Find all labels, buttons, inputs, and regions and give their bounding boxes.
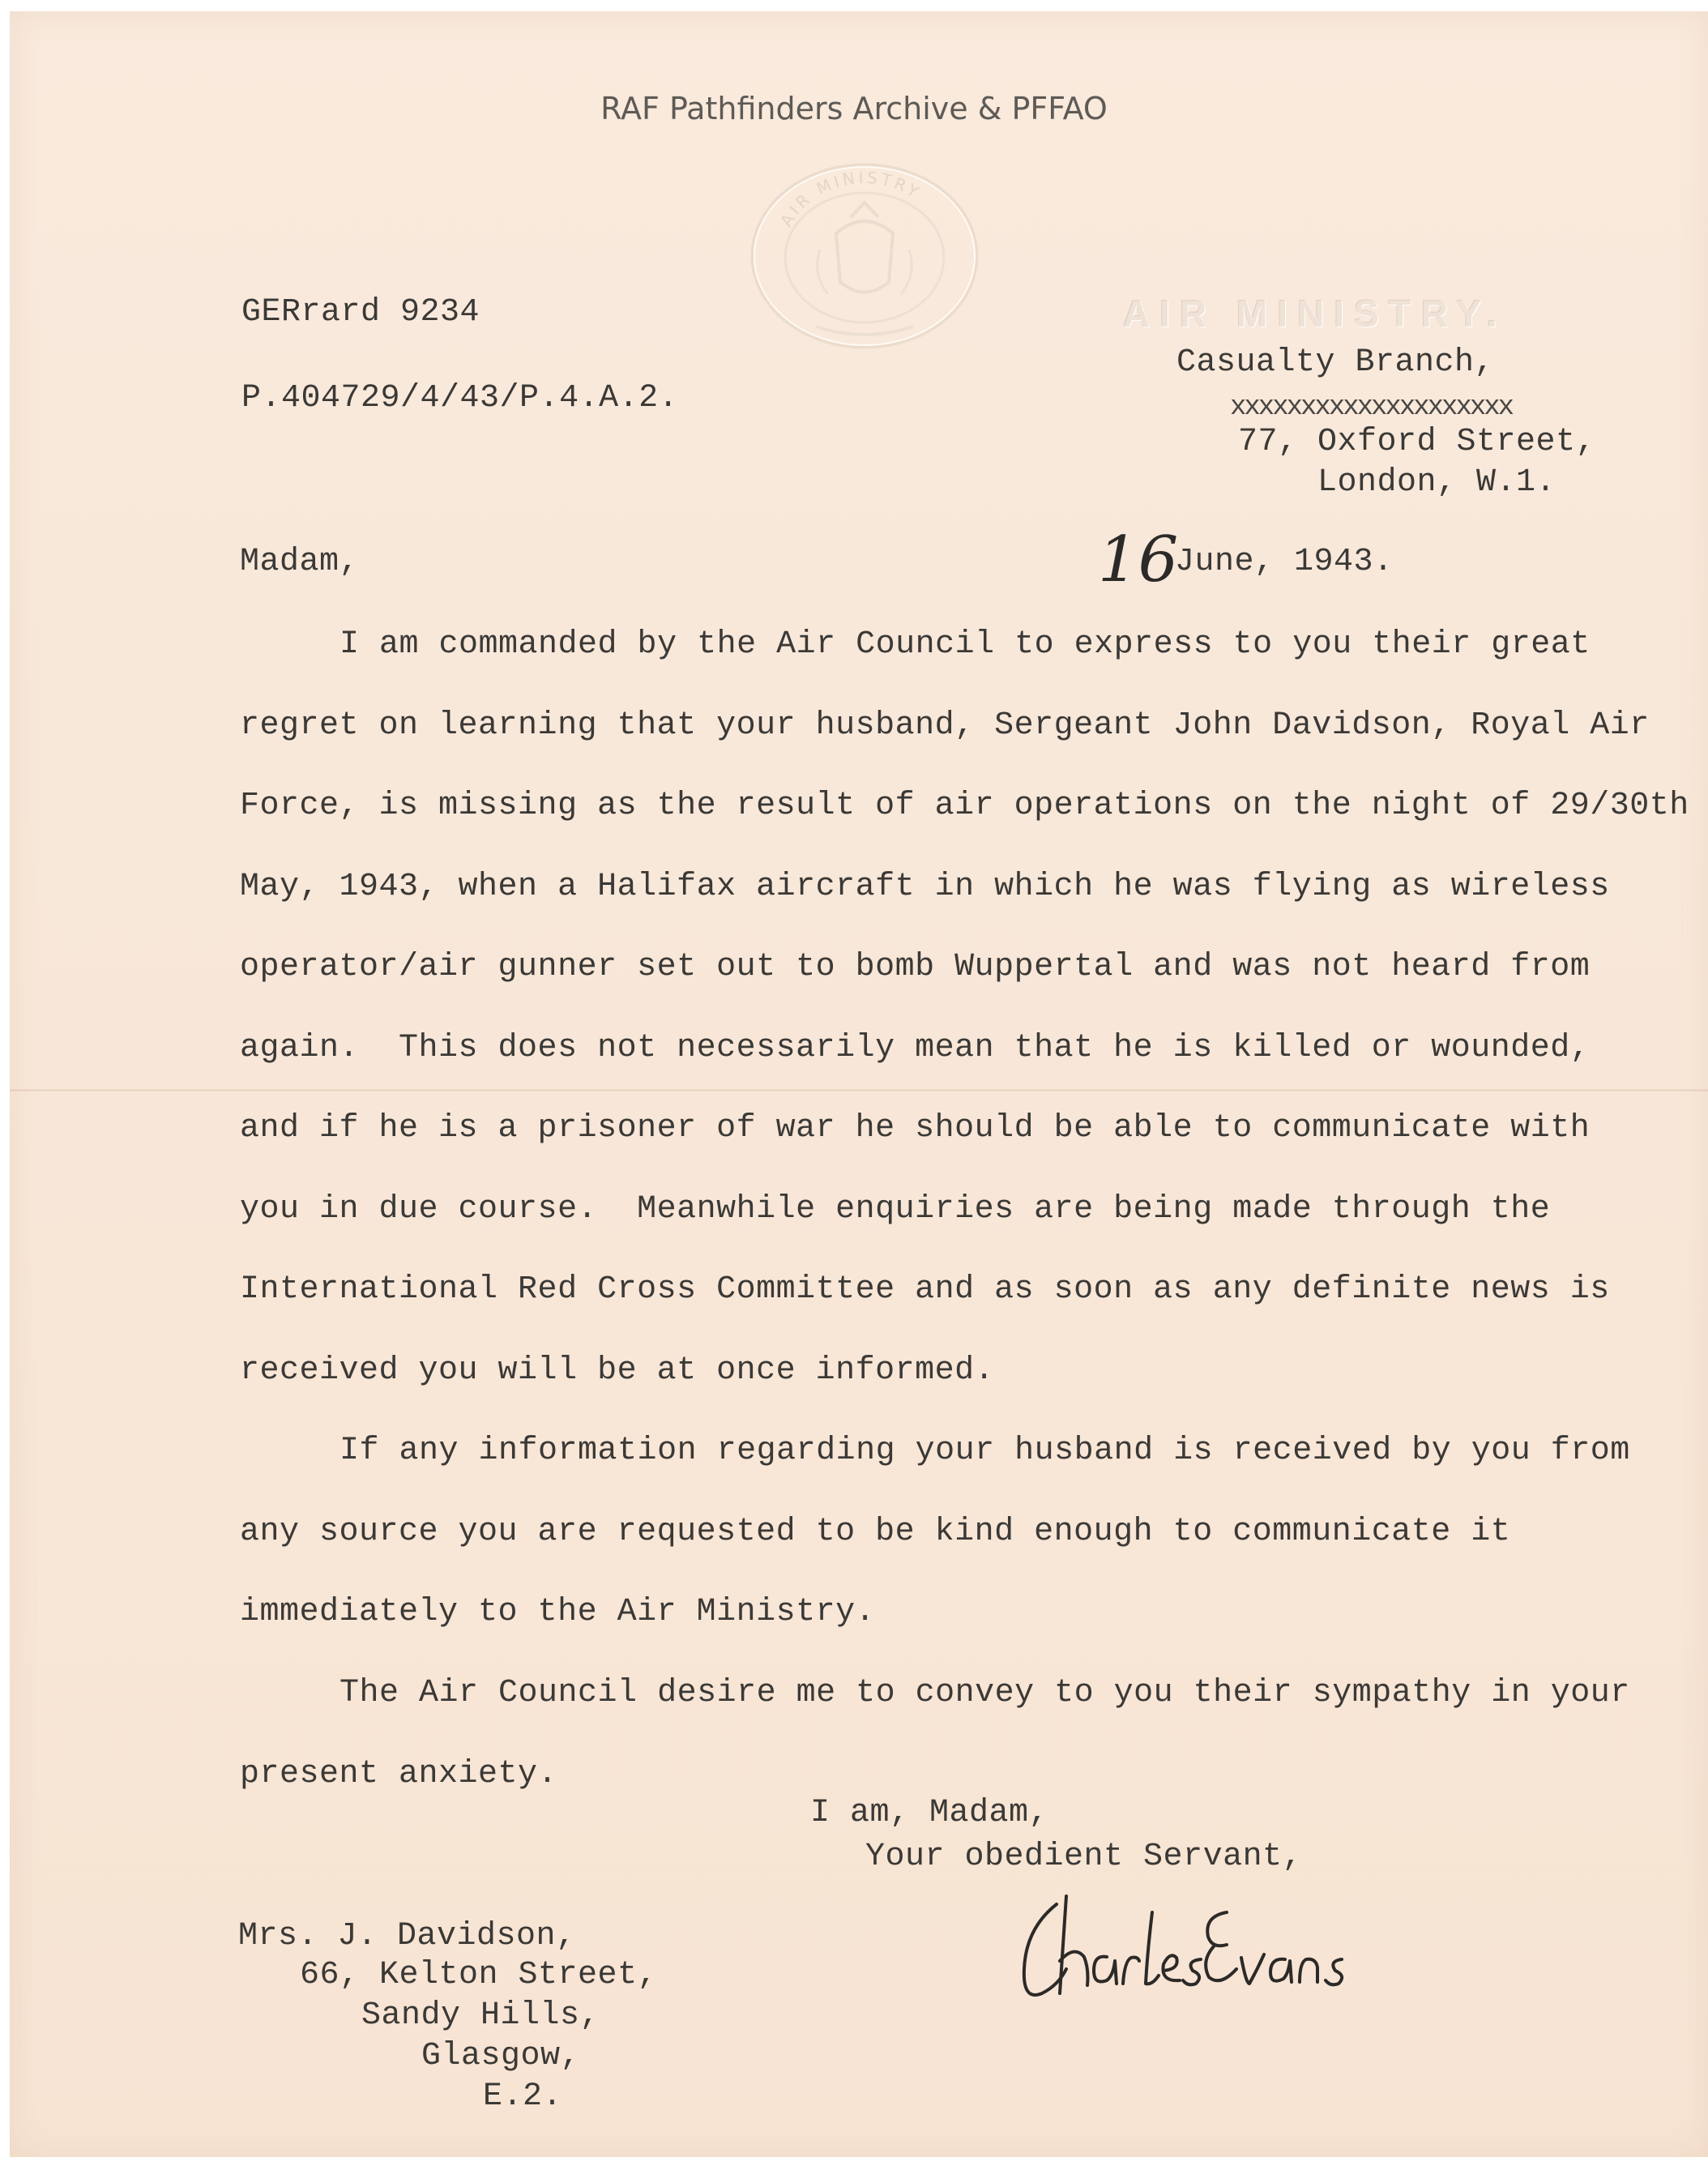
address-struck-line: xxxxxxxxxxxxxxxxxxxx <box>1230 392 1513 423</box>
embossed-seal-icon <box>739 160 990 363</box>
address-city: London, W.1. <box>1317 464 1556 501</box>
body-line: operator/air gunner set out to bomb Wuppertal and was not heard from <box>240 949 1591 985</box>
body-line: again. This does not necessarily mean that he is killed or wounded, <box>240 1029 1591 1066</box>
body-line: May, 1943, when a Halifax aircraft in which he was flying as wireless <box>240 868 1610 905</box>
archive-watermark: RAF Pathfinders Archive & PFFAO <box>600 91 1108 126</box>
body-paragraph-2 <box>240 1432 1630 1674</box>
body-paragraph-1 <box>240 626 1689 1432</box>
salutation: Madam, <box>240 544 360 580</box>
body-line: regret on learning that your husband, Sergeant John Davidson, Royal Air <box>240 707 1650 744</box>
body-line: immediately to the Air Ministry. <box>240 1594 876 1630</box>
seal-text: AIR MINISTRY <box>775 167 925 230</box>
date-month-year: June, 1943. <box>1175 544 1394 580</box>
date-day-handwritten: 16 <box>1098 523 1179 596</box>
reference-number: P.404729/4/43/P.4.A.2. <box>241 380 679 416</box>
signature-text: Charles Evans <box>1010 1880 1016 1881</box>
closing-line-2: Your obedient Servant, <box>865 1839 1303 1875</box>
body-line: present anxiety. <box>240 1755 558 1792</box>
body-line: you in due course. Meanwhile enquiries are being made through the <box>240 1190 1551 1228</box>
body-line: International Red Cross Committee and as soon as any definite news is <box>240 1271 1610 1308</box>
closing-line-1: I am, Madam, <box>810 1795 1049 1831</box>
recipient-street: 66, Kelton Street, <box>300 1957 658 1993</box>
recipient-area: Sandy Hills, <box>361 1997 600 2034</box>
body-line: received you will be at once informed. <box>240 1352 995 1389</box>
body-line: If any information regarding your husband is received by you from <box>339 1433 1630 1469</box>
body-line: any source you are requested to be kind enough to communicate it <box>240 1513 1511 1550</box>
body-line: I am commanded by the Air Council to express to you their great <box>339 626 1591 663</box>
telephone-number: GERrard 9234 <box>241 294 480 331</box>
letterhead-embossed: AIR MINISTRY. <box>1123 293 1507 335</box>
recipient-city: Glasgow, <box>421 2038 581 2074</box>
body-line: The Air Council desire me to convey to you their sympathy in your <box>339 1675 1630 1711</box>
handwritten-signature <box>1010 1880 1390 2010</box>
recipient-postcode: E.2. <box>483 2078 563 2115</box>
address-street: 77, Oxford Street, <box>1238 424 1596 460</box>
body-line: and if he is a prisoner of war he should be able to communicate with <box>240 1110 1591 1147</box>
body-line: Force, is missing as the result of air operations on the night of 29/30th <box>240 788 1689 824</box>
recipient-name: Mrs. J. Davidson, <box>238 1918 576 1954</box>
address-branch: Casualty Branch, <box>1176 344 1495 381</box>
